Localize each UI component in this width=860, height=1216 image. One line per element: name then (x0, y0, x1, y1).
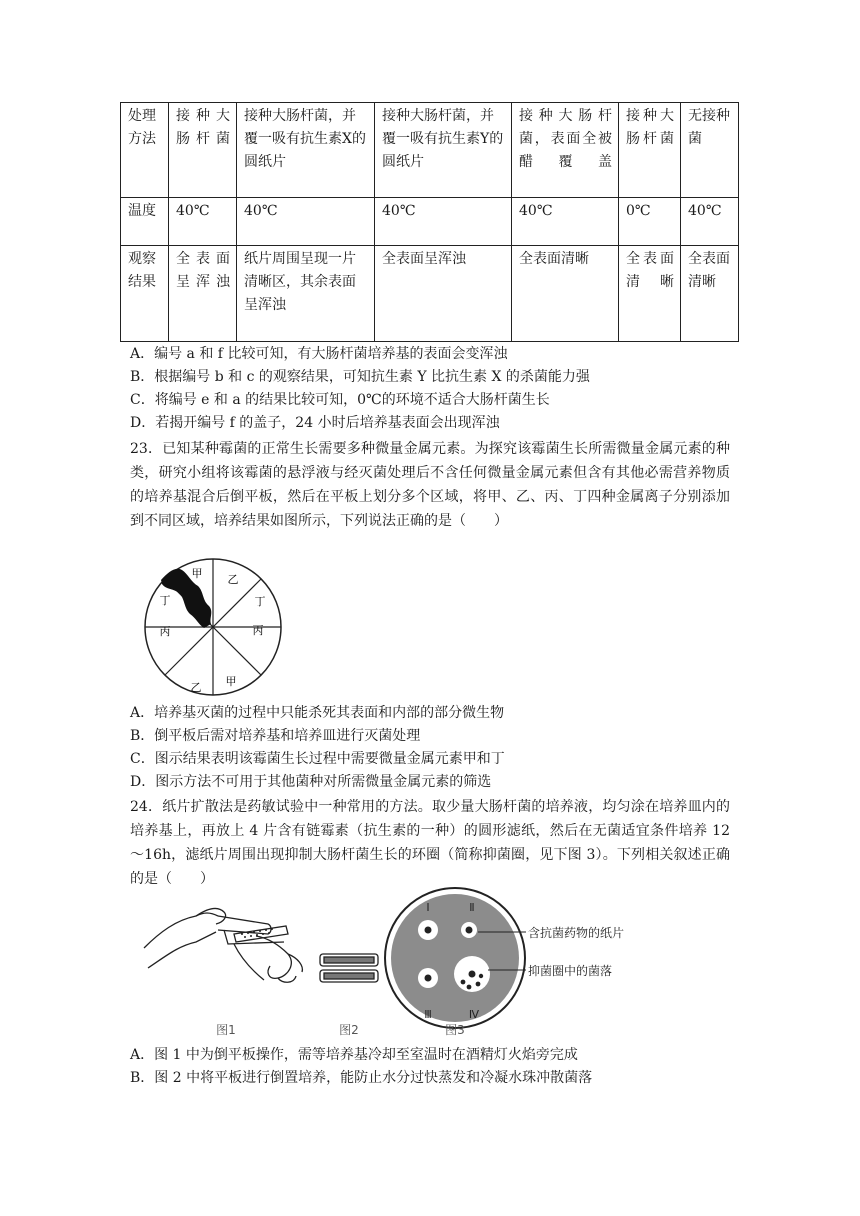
table-cell: 接种大肠杆菌，并覆一吸有抗生素Y的圆纸片 (375, 103, 512, 198)
figure-caption-1: 图1 (216, 1023, 236, 1037)
quadrant-label: Ⅱ (469, 901, 475, 914)
quadrant-label: Ⅰ (426, 901, 430, 914)
q23-option-b: B．倒平板后需对培养基和培养皿进行灭菌处理 (130, 728, 421, 744)
figure-caption-3: 图3 (445, 1023, 465, 1037)
pouring-plate-illustration (144, 909, 302, 983)
row-header-result: 观察结果 (121, 246, 169, 342)
table-cell: 全表面呈浑浊 (169, 246, 237, 342)
callout-label-paper: 含抗菌药物的纸片 (528, 926, 625, 940)
inverted-plates-illustration (320, 954, 378, 982)
table-cell: 接种大肠杆菌，表面全被醋覆盖 (512, 103, 619, 198)
table-row (121, 198, 739, 246)
table-cell: 全表面清晰 (512, 246, 619, 342)
table-cell: 接种大肠杆菌，并覆一吸有抗生素X的圆纸片 (237, 103, 375, 198)
row-header-method: 处理方法 (121, 103, 169, 198)
q22-option-b: B．根据编号 b 和 c 的观察结果，可知抗生素 Y 比抗生素 X 的杀菌能力强 (130, 369, 590, 385)
table-cell: 全表面清晰 (681, 246, 739, 342)
disc-diffusion-plate (385, 888, 525, 1028)
q24-stem: 24．纸片扩散法是药敏试验中一种常用的方法。取少量大肠杆菌的培养液，均匀涂在培养皿内的培养基上，再放上 4 片含有链霉素（抗生素的一种）的圆形滤纸，然后在无菌适宜条件培养 12～16h，滤纸片周围出现抑制大肠杆菌生长的环圈（简称抑菌圈，见下图 3）。下列相关叙述正确的是（ ） (130, 799, 730, 887)
row-header-temp: 温度 (121, 198, 169, 246)
q22-option-c: C．将编号 e 和 a 的结果比较可知，0℃的环境不适合大肠杆菌生长 (130, 392, 550, 408)
q22-option-a: A．编号 a 和 f 比较可知，有大肠杆菌培养基的表面会变浑浊 (130, 346, 508, 362)
q23-option-d: D．图示方法不可用于其他菌种对所需微量金属元素的筛选 (130, 774, 492, 790)
quadrant-label: Ⅲ (424, 1008, 432, 1021)
q22-option-d: D．若揭开编号 f 的盖子，24 小时后培养基表面会出现浑浊 (130, 415, 500, 431)
sector-label: 甲 (225, 675, 237, 688)
sector-label: 丙 (159, 625, 171, 638)
table-cell: 40℃ (681, 198, 739, 246)
q23-option-a: A．培养基灭菌的过程中只能杀死其表面和内部的部分微生物 (130, 705, 505, 721)
quadrant-label: Ⅳ (468, 1008, 480, 1021)
q23-stem: 23．已知某种霉菌的正常生长需要多种微量金属元素。为探究该霉菌生长所需微量金属元素的种类，研究小组将该霉菌的悬浮液与经灭菌处理后不含任何微量金属元素但含有其他必需营养物质的培养基混合后倒平板，然后在平板上划分多个区域，将甲、乙、丙、丁四种金属离子分别添加到不同区域，培养结果如图所示，下列说法正确的是（ ） (130, 441, 730, 529)
q24-option-b: B．图 2 中将平板进行倒置培养，能防止水分过快蒸发和冷凝水珠冲散菌落 (130, 1070, 593, 1086)
q23-option-c: C．图示结果表明该霉菌生长过程中需要微量金属元素甲和丁 (130, 751, 505, 767)
table-cell: 无接种菌 (681, 103, 739, 198)
sector-label: 乙 (227, 573, 239, 586)
table-row (121, 103, 739, 198)
experiment-table (120, 102, 739, 342)
table-cell: 接种大肠杆菌 (169, 103, 237, 198)
sector-label: 乙 (190, 681, 202, 694)
callout-label-colony: 抑菌圈中的菌落 (528, 964, 613, 978)
table-cell: 0℃ (619, 198, 681, 246)
table-cell: 40℃ (512, 198, 619, 246)
table-cell: 40℃ (169, 198, 237, 246)
sector-label: 丁 (254, 595, 266, 608)
table-cell: 纸片周围呈现一片清晰区，其余表面呈浑浊 (237, 246, 375, 342)
table-cell: 40℃ (237, 198, 375, 246)
table-cell: 接种大肠杆菌 (619, 103, 681, 198)
sector-label: 丁 (159, 594, 171, 607)
figure-caption-2: 图2 (339, 1023, 359, 1037)
table-cell: 40℃ (375, 198, 512, 246)
q23-plate-figure (138, 552, 288, 702)
table-row (121, 246, 739, 342)
sector-label: 甲 (191, 567, 203, 580)
q24-figures (138, 872, 658, 1042)
sector-label: 丙 (252, 624, 264, 637)
q24-option-a: A．图 1 中为倒平板操作，需等培养基冷却至室温时在酒精灯火焰旁完成 (130, 1047, 578, 1063)
table-cell: 全表面清晰 (619, 246, 681, 342)
table-cell: 全表面呈浑浊 (375, 246, 512, 342)
